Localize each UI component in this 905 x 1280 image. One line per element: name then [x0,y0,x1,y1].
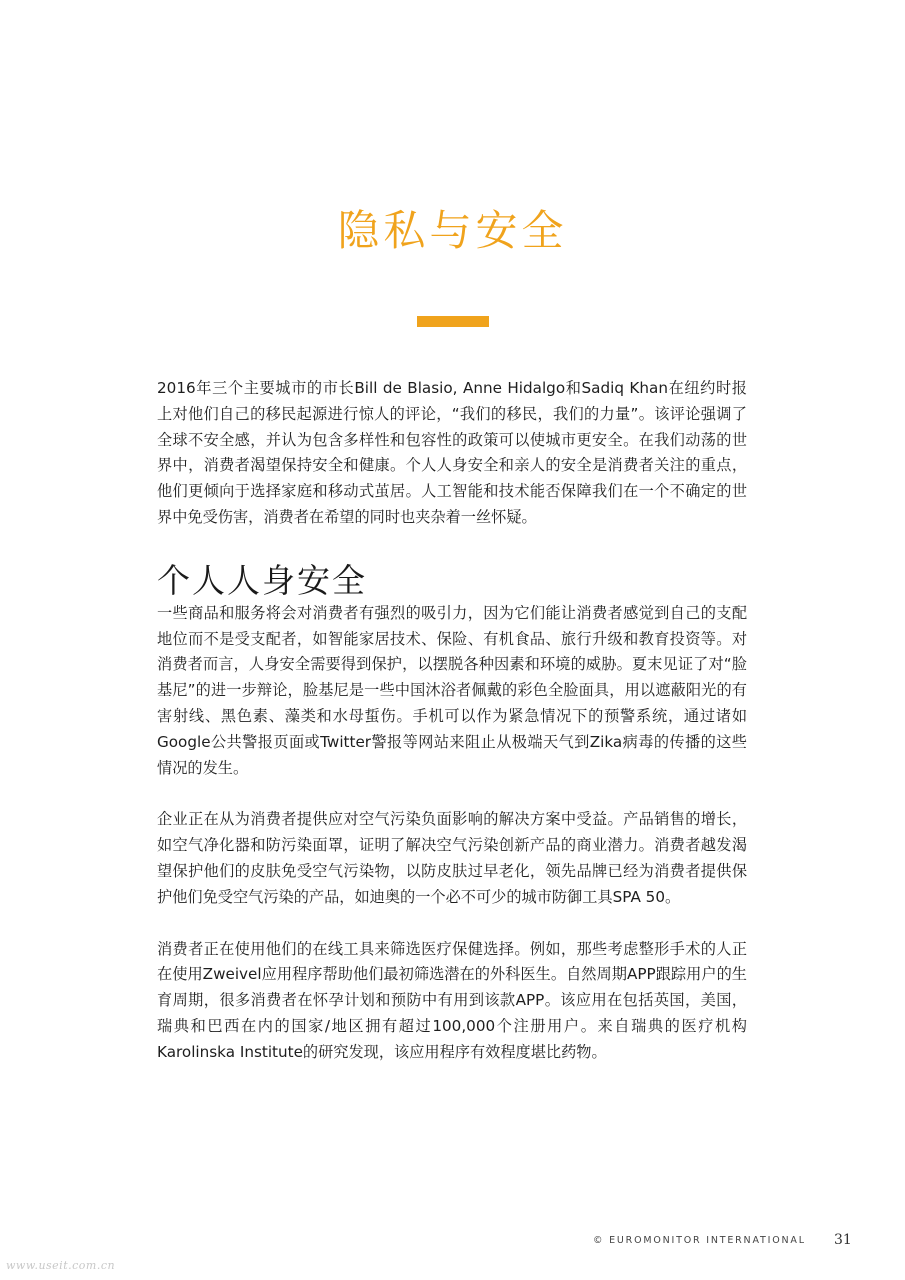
section-heading: 个人人身安全 [157,560,367,600]
footer-brand: © EUROMONITOR INTERNATIONAL [593,1235,806,1246]
section-paragraph-1: 一些商品和服务将会对消费者有强烈的吸引力，因为它们能让消费者感觉到自己的支配地位而不是受支配者，如智能家居技术、保险、有机食品、旅行升级和教育投资等。对消费者而言，人身安全需要得到保护，以摆脱各种因素和环境的威胁。夏末见证了对“脸基尼”的进一步辩论，脸基尼是一些中国沐浴者佩戴的彩色全脸面具，用以遮蔽阳光的有害射线、黑色素、藻类和水母蜇伤。手机可以作为紧急情况下的预警系统，通过诸如Google公共警报页面或Twitter警报等网站来阻止从极端天气到Zika病毒的传播的这些情况的发生。 [157,603,747,777]
section-paragraph-3: 消费者正在使用他们的在线工具来筛选医疗保健选择。例如，那些考虑整形手术的人正在使用Zweivel应用程序帮助他们最初筛选潜在的外科医生。自然周期APP跟踪用户的生育周期，很多消费者在怀孕计划和预防中有用到该款APP。该应用在包括英国，美国，瑞典和巴西在内的国家/地区拥有超过100,000个注册用户。来自瑞典的医疗机构Karolinska Institute的研究发现，该应用程序有效程度堪比药物。 [157,939,747,1061]
page-number: 31 [834,1232,852,1248]
intro-paragraph: 2016年三个主要城市的市长Bill de Blasio, Anne Hidalgo和Sadiq Khan在纽约时报上对他们自己的移民起源进行惊人的评论，“我们的移民，我们的力量”。该评论强调了全球不安全感，并认为包含多样性和包容性的政策可以使城市更安全。在我们动荡的世界中，消费者渴望保持安全和健康。个人人身安全和亲人的安全是消费者关注的重点，他们更倾向于选择家庭和移动式茧居。人工智能和技术能否保障我们在一个不确定的世界中免受伤害，消费者在希望的同时也夹杂着一丝怀疑。 [157,379,747,526]
watermark: www.useit.com.cn [6,1259,116,1272]
title-accent-bar [417,316,489,327]
page-title: 隐私与安全 [337,206,568,255]
section-paragraph-2: 企业正在从为消费者提供应对空气污染负面影响的解决方案中受益。产品销售的增长，如空气净化器和防污染面罩，证明了解决空气污染创新产品的商业潜力。消费者越发渴望保护他们的皮肤免受空气污染物，以防皮肤过早老化，领先品牌已经为消费者提供保护他们免受空气污染的产品，如迪奥的一个必不可少的城市防御工具SPA 50。 [157,810,747,906]
article-body [157,376,747,1066]
